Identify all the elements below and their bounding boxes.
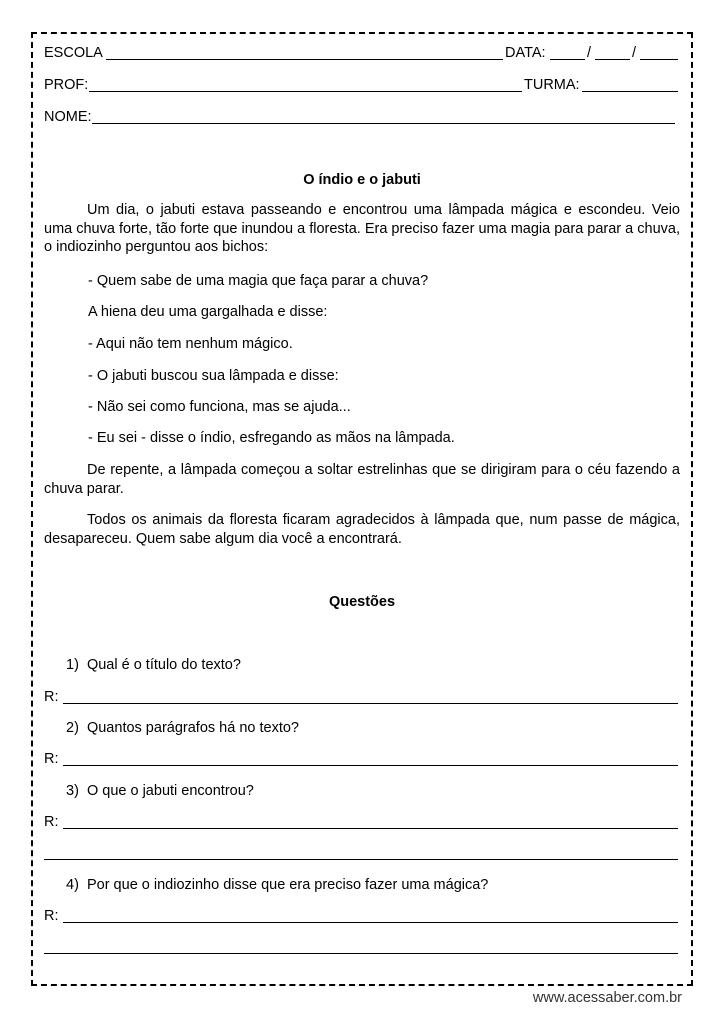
data-day-line[interactable] — [550, 59, 585, 60]
data-separator-2: / — [632, 45, 637, 61]
question-3 — [66, 782, 254, 800]
data-month-line[interactable] — [595, 59, 630, 60]
answer-2-line[interactable] — [63, 765, 678, 766]
data-separator-1: / — [587, 45, 592, 61]
story-paragraph-2: De repente, a lâmpada começou a soltar estrelinhas que se dirigiram para o céu fazendo a chuva parar. — [44, 462, 680, 497]
data-label: DATA: — [505, 45, 546, 61]
escola-input-line[interactable] — [106, 59, 503, 60]
answer-3-line[interactable] — [63, 828, 678, 829]
answer-1-line[interactable] — [63, 703, 678, 704]
story-line-6: - Eu sei - disse o índio, esfregando as mãos na lâmpada. — [88, 430, 455, 446]
answer-3-line-extra[interactable] — [44, 859, 678, 860]
question-1-number: 1) — [66, 657, 79, 673]
prof-input-line[interactable] — [89, 91, 522, 92]
question-4 — [66, 876, 488, 894]
answer-3-label: R: — [44, 814, 59, 830]
turma-input-line[interactable] — [582, 91, 678, 92]
question-2 — [66, 719, 299, 737]
story-line-2: A hiena deu uma gargalhada e disse: — [88, 304, 328, 320]
nome-label: NOME: — [44, 109, 92, 125]
prof-label: PROF: — [44, 77, 89, 93]
story-line-4: - O jabuti buscou sua lâmpada e disse: — [88, 368, 339, 384]
question-1 — [66, 656, 241, 674]
question-1-text: Qual é o título do texto? — [86, 657, 241, 673]
question-4-number: 4) — [66, 877, 79, 893]
question-2-number: 2) — [66, 720, 79, 736]
question-2-text: Quantos parágrafos há no texto? — [86, 720, 299, 736]
questions-title: Questões — [328, 594, 396, 610]
escola-label: ESCOLA — [44, 45, 103, 61]
story-title: O índio e o jabuti — [303, 172, 421, 188]
story-paragraph-3: Todos os animais da floresta ficaram agradecidos à lâmpada que, num passe de mágica, desapareceu. Quem sabe algum dia você a encontrará. — [44, 512, 680, 547]
question-3-text: O que o jabuti encontrou? — [86, 783, 254, 799]
answer-4-line[interactable] — [63, 922, 678, 923]
answer-4-label: R: — [44, 908, 59, 924]
turma-label: TURMA: — [524, 77, 580, 93]
answer-1-label: R: — [44, 689, 59, 705]
story-paragraph-1: Um dia, o jabuti estava passeando e encontrou uma lâmpada mágica e escondeu. Veio uma chuva forte, tão forte que inundou a floresta. Era preciso fazer uma magia para parar a chuva, o indiozinho perguntou aos bichos: — [44, 202, 680, 255]
footer-website: www.acessaber.com.br — [532, 990, 682, 1006]
question-4-text: Por que o indiozinho disse que era preciso fazer uma mágica? — [86, 877, 489, 893]
story-line-3: - Aqui não tem nenhum mágico. — [88, 336, 293, 352]
story-line-1: - Quem sabe de uma magia que faça parar a chuva? — [88, 273, 429, 289]
data-year-line[interactable] — [640, 59, 678, 60]
story-line-5: - Não sei como funciona, mas se ajuda... — [88, 399, 351, 415]
answer-2-label: R: — [44, 751, 59, 767]
nome-input-line[interactable] — [92, 123, 675, 124]
answer-4-line-extra[interactable] — [44, 953, 678, 954]
question-3-number: 3) — [66, 783, 79, 799]
